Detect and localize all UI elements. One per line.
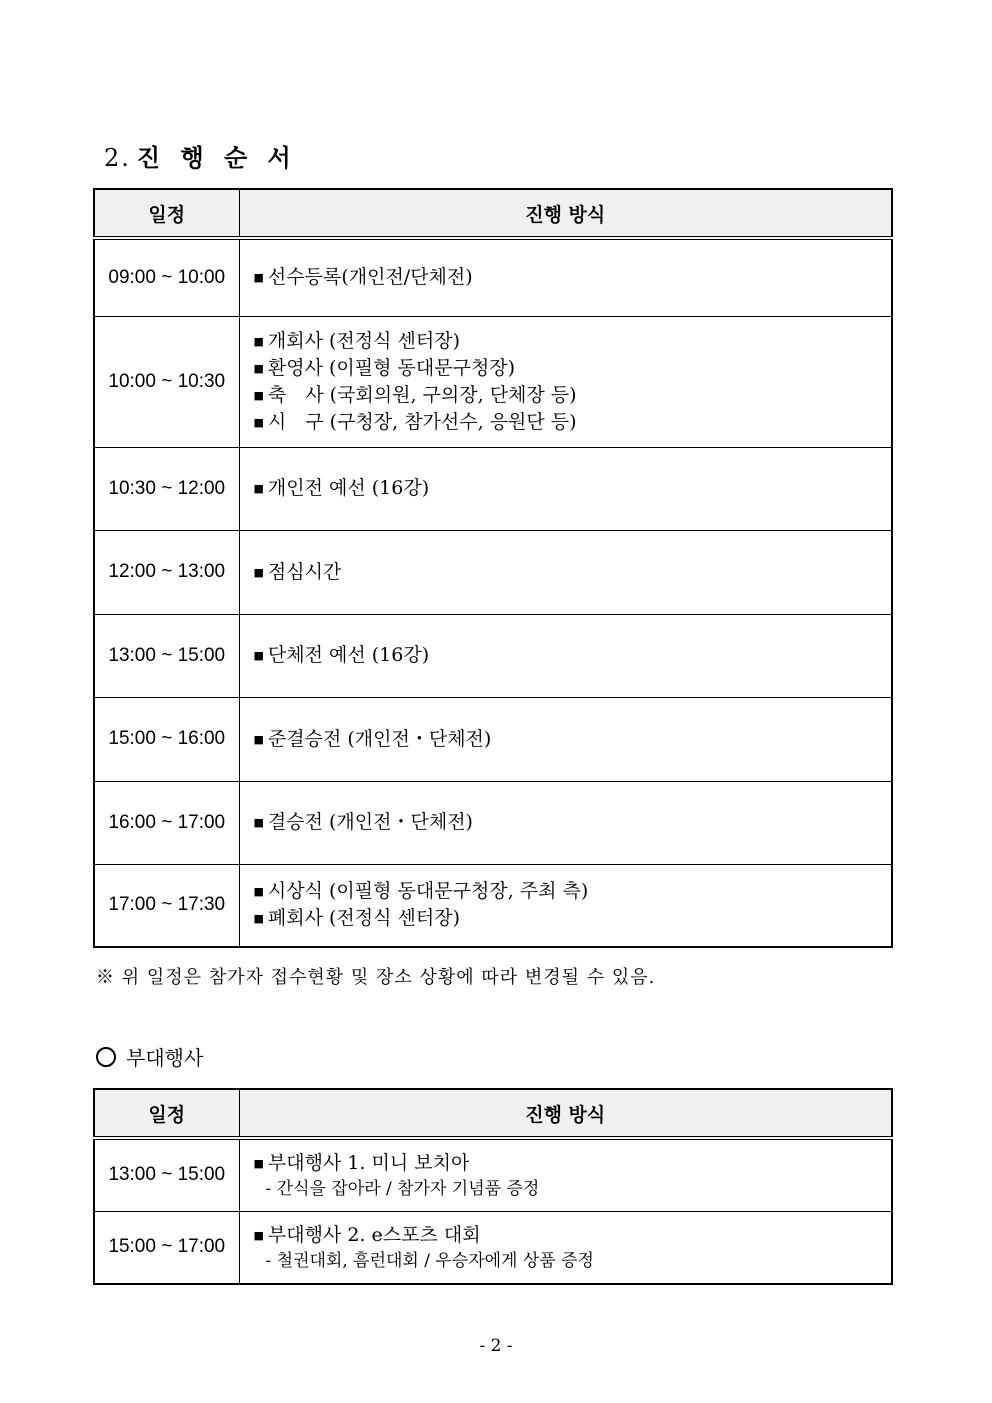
table-row (94, 316, 892, 447)
list-subitem: - 간식을 잡아라 / 참가자 기념품 증정 (265, 1178, 540, 1199)
list-item: ■ 부대행사 2. e스포츠 대회 (253, 1223, 481, 1246)
method-cell (239, 530, 892, 614)
list-item: ■ 부대행사 1. 미니 보치아 (253, 1151, 470, 1174)
section-title-text: 진 행 순 서 (136, 143, 293, 172)
bullet-icon: ■ (253, 415, 264, 429)
list-item: ■ 개인전 예선 (16강) (253, 477, 430, 499)
table-row (94, 530, 892, 614)
list-item: ■ 축 사 (국회의원, 구의장, 단체장 등) (253, 383, 577, 406)
list-item: ■ 시상식 (이필형 동대문구청장, 주최 측) (253, 880, 589, 903)
header-time: 일정 (94, 189, 239, 238)
table-row (94, 864, 892, 947)
bullet-icon: ■ (253, 388, 264, 402)
list-item: ■ 점심시간 (253, 560, 342, 583)
list-item: ■ 폐회사 (전정식 센터장) (253, 907, 460, 930)
bullet-icon: ■ (253, 885, 264, 899)
bullet-icon: ■ (253, 649, 264, 662)
time-cell: 15:00 ~ 16:00 (94, 697, 239, 781)
table-header-row (94, 189, 892, 238)
list-item: ■ 시 구 (구청장, 참가선수, 응원단 등) (253, 410, 577, 433)
list-item: ■ 단체전 예선 (16강) (253, 644, 430, 666)
bullet-icon: ■ (253, 271, 264, 285)
table-row (94, 697, 892, 781)
table-row (94, 614, 892, 697)
side-events-heading (96, 1042, 203, 1071)
header-time: 일정 (94, 1089, 239, 1138)
method-cell (239, 614, 892, 697)
table-row (94, 781, 892, 864)
bullet-icon: ■ (253, 912, 264, 926)
method-cell (239, 316, 892, 447)
list-item: ■ 준결승전 (개인전・단체전) (253, 727, 492, 750)
list-subitem: - 철권대회, 흠런대회 / 우승자에게 상품 증정 (265, 1250, 594, 1271)
bullet-icon: ■ (253, 482, 264, 495)
list-item: ■ 선수등록(개인전/단체전) (253, 266, 473, 289)
time-cell: 17:00 ~ 17:30 (94, 864, 239, 947)
method-cell (239, 864, 892, 947)
schedule-table (93, 188, 893, 948)
list-item: ■ 개회사 (전정식 센터장) (253, 329, 460, 352)
time-cell: 16:00 ~ 17:00 (94, 781, 239, 864)
table-header-row (94, 1089, 892, 1138)
bullet-icon: ■ (253, 816, 264, 829)
bullet-icon: ■ (253, 361, 264, 375)
table-row (94, 1211, 892, 1284)
time-cell: 13:00 ~ 15:00 (94, 614, 239, 697)
page-number: - 2 - (479, 1336, 513, 1356)
time-cell: 12:00 ~ 13:00 (94, 530, 239, 614)
header-method: 진행 방식 (239, 1089, 892, 1138)
time-cell: 10:30 ~ 12:00 (94, 447, 239, 530)
header-method: 진행 방식 (239, 189, 892, 238)
list-item: ■ 결승전 (개인전・단체전) (253, 811, 473, 833)
table-row (94, 447, 892, 530)
time-cell: 13:00 ~ 15:00 (94, 1138, 239, 1211)
section-number: 2. (104, 144, 131, 172)
schedule-note: ※ 위 일정은 참가자 접수현황 및 장소 상황에 따라 변경될 수 있음. (96, 967, 656, 988)
list-item: ■ 환영사 (이필형 동대문구청장) (253, 356, 516, 379)
time-cell: 15:00 ~ 17:00 (94, 1211, 239, 1284)
table-row (94, 1138, 892, 1211)
method-cell (239, 697, 892, 781)
method-cell (239, 447, 892, 530)
method-cell (239, 238, 892, 316)
circle-icon (96, 1047, 116, 1067)
time-cell: 10:00 ~ 10:30 (94, 316, 239, 447)
bullet-icon: ■ (253, 732, 264, 746)
time-cell: 09:00 ~ 10:00 (94, 238, 239, 316)
bullet-icon: ■ (253, 565, 264, 579)
method-cell (239, 1211, 892, 1284)
table-row (94, 238, 892, 316)
bullet-icon: ■ (253, 334, 264, 348)
bullet-icon: ■ (253, 1228, 264, 1242)
section-title (104, 138, 293, 173)
method-cell (239, 781, 892, 864)
side-events-heading-text: 부대행사 (126, 1046, 204, 1070)
side-events-table (93, 1088, 893, 1285)
method-cell (239, 1138, 892, 1211)
bullet-icon: ■ (253, 1156, 264, 1170)
